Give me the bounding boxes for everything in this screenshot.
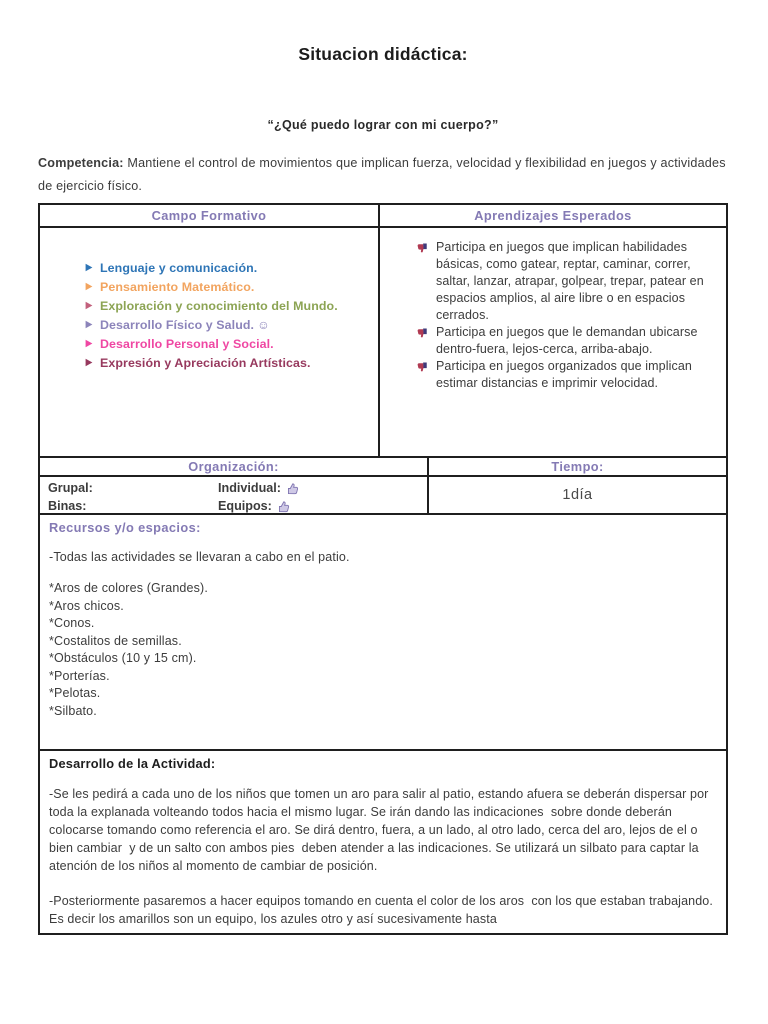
recursos-row xyxy=(40,513,726,749)
equipos-label: Equipos: xyxy=(218,499,272,513)
aprendizajes-esperados-header: Aprendizajes Esperados xyxy=(474,208,632,223)
recursos-list xyxy=(49,580,716,720)
campo-item xyxy=(85,354,378,373)
arrowhead-bullet-icon xyxy=(85,282,93,291)
campo-item xyxy=(85,297,378,316)
campo-label: Desarrollo Personal y Social. xyxy=(100,337,274,351)
organizacion-tiempo-header-row xyxy=(40,456,726,475)
campo-formativo-header: Campo Formativo xyxy=(40,205,380,226)
organizacion-header: Organización: xyxy=(40,458,429,475)
desarrollo-paragraph-1: -Se les pedirá a cada uno de los niños que tomen un aro para salir al patio, estando afuera se deberán dispersar por toda la explanada volteando todos hacia el mismo lugar. Se irán dando las indicaciones sobre donde deberán colocarse tomando como referencia el aro. Se dirá dentro, fuera, a un lado, al otro lado, cerca del aro, lejos de el o bien cambiar y de un salto con ambos pies deben atender a las indicaciones. Se utilizará un silbato para captar la atención de los niños al momento de cambiar de posición. xyxy=(49,787,713,873)
table-header-row xyxy=(40,205,726,226)
recursos-intro: -Todas las actividades se llevaran a cabo en el patio. xyxy=(49,550,350,564)
grupal-label: Grupal: xyxy=(48,481,93,495)
recurso-item: *Pelotas. xyxy=(49,686,101,700)
campo-label: Pensamiento Matemático. xyxy=(100,280,255,294)
arrowhead-bullet-icon xyxy=(85,339,93,348)
campo-label: Expresión y Apreciación Artísticas. xyxy=(100,356,311,370)
arrowhead-bullet-icon xyxy=(85,301,93,310)
campo-label: Exploración y conocimiento del Mundo. xyxy=(100,299,338,313)
arrowhead-bullet-icon xyxy=(85,320,93,329)
binas-label: Binas: xyxy=(48,499,87,513)
arrowhead-bullet-icon xyxy=(85,358,93,367)
campo-item xyxy=(85,278,378,297)
page-title: Situacion didáctica: xyxy=(298,44,468,64)
tiempo-value: 1día xyxy=(562,487,593,503)
recurso-item: *Porterías. xyxy=(49,668,110,683)
aprendizajes-cell xyxy=(380,228,726,456)
competencia-label: Competencia: xyxy=(38,156,124,170)
recurso-item: *Costalitos de semillas. xyxy=(49,633,182,648)
competencia-text: Mantiene el control de movimientos que implican fuerza, velocidad y flexibilidad en juegos y actividades de ejercicio físico. xyxy=(38,156,726,193)
thumbs-down-bullet-icon xyxy=(416,242,428,254)
recurso-item: *Aros de colores (Grandes). xyxy=(49,581,208,595)
tiempo-header: Tiempo: xyxy=(551,459,604,474)
recurso-item: *Silbato. xyxy=(49,703,97,718)
desarrollo-row xyxy=(40,749,726,933)
thumb-hand-icon xyxy=(277,500,290,513)
aprendizaje-item xyxy=(416,324,720,358)
competencia-paragraph xyxy=(38,152,728,198)
smiley-face-icon: ☺ xyxy=(257,318,270,332)
individual-label: Individual: xyxy=(218,481,281,495)
aprendizaje-text: Participa en juegos que le demandan ubicarse dentro-fuera, lejos-cerca, arriba-abajo. xyxy=(436,325,698,356)
organizacion-cell xyxy=(40,477,429,513)
table-body-row xyxy=(40,226,726,456)
campo-formativo-cell xyxy=(40,228,380,456)
aprendizajes-list xyxy=(380,228,726,392)
organizacion-values-row xyxy=(40,475,726,513)
thumbs-down-bullet-icon xyxy=(416,361,428,373)
desarrollo-header: Desarrollo de la Actividad: xyxy=(49,756,216,771)
recurso-item: *Conos. xyxy=(49,616,95,630)
tiempo-cell xyxy=(429,477,726,513)
campo-label: Lenguaje y comunicación. xyxy=(100,261,258,275)
recursos-header: Recursos y/o espacios: xyxy=(49,520,201,535)
campo-label: Desarrollo Físico y Salud. xyxy=(100,318,255,332)
arrowhead-bullet-icon xyxy=(85,263,93,272)
recurso-item: *Obstáculos (10 y 15 cm). xyxy=(49,651,197,665)
aprendizaje-text: Participa en juegos que implican habilidades básicas, como gatear, reptar, caminar, correr, saltar, lanzar, atrapar, golpear, trepar, patear en espacios amplios, al aire libre o en espacios cerrados. xyxy=(436,240,704,322)
thumb-hand-icon xyxy=(286,482,299,495)
aprendizaje-item xyxy=(416,358,720,392)
campo-item xyxy=(85,335,378,354)
desarrollo-paragraph-2: -Posteriormente pasaremos a hacer equipos tomando en cuenta el color de los aros con los que estaban trabajando. Es decir los amarillos son un equipo, los azules otro y así sucesivamente hasta xyxy=(49,894,717,926)
thumbs-down-bullet-icon xyxy=(416,327,428,339)
campo-item xyxy=(85,259,378,278)
aprendizaje-item xyxy=(416,239,720,324)
aprendizaje-text: Participa en juegos organizados que implican estimar distancias e imprimir velocidad. xyxy=(436,359,692,390)
lesson-plan-table xyxy=(38,203,728,935)
recurso-item: *Aros chicos. xyxy=(49,598,124,613)
quote-subtitle: “¿Qué puedo lograr con mi cuerpo?” xyxy=(267,118,499,132)
campo-item xyxy=(85,316,378,335)
campos-list xyxy=(40,259,378,373)
